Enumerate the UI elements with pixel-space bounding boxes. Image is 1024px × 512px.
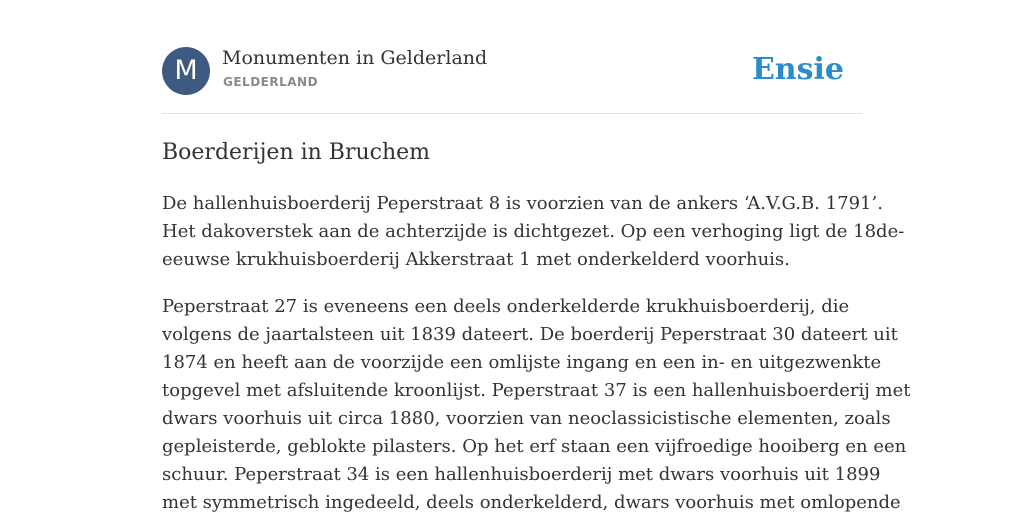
text-line: volgens de jaartalsteen uit 1839 dateert. De boerderij Peperstraat 30 dateert uit: [162, 324, 898, 345]
header-divider: [162, 113, 862, 114]
text-line: De hallenhuisboerderij Peperstraat 8 is voorzien van de ankers ‘A.V.G.B. 1791’.: [162, 193, 883, 214]
text-line: schuur. Peperstraat 34 is een hallenhuisboerderij met dwars voorhuis uit 1899: [162, 464, 881, 485]
text-line: eeuwse krukhuisboerderij Akkerstraat 1 met onderkelderd voorhuis.: [162, 249, 790, 270]
article-body: [162, 190, 911, 512]
text-line: 1874 en heeft aan de voorzijde een omlijste ingang en een in- en uitgezwenkte: [162, 352, 882, 373]
article-title: Boerderijen in Bruchem: [162, 140, 431, 165]
avatar[interactable]: M: [162, 47, 210, 95]
text-line: met symmetrisch ingedeeld, deels onderkelderd, dwars voorhuis met omlopende: [162, 492, 901, 512]
text-line: gepleisterde, geblokte pilasters. Op het erf staan een vijfroedige hooiberg en een: [162, 436, 907, 457]
text-line: Het dakoverstek aan de achterzijde is dichtgezet. Op een verhoging ligt de 18de-: [162, 221, 905, 242]
site-header: [162, 46, 862, 96]
text-line: topgevel met afsluitende kroonlijst. Peperstraat 37 is een hallenhuisboerderij met: [162, 380, 911, 401]
site-region-label[interactable]: GELDERLAND: [223, 75, 319, 89]
article-paragraph-1: [162, 190, 905, 274]
text-line: Peperstraat 27 is eveneens een deels onderkelderde krukhuisboerderij, die: [162, 296, 850, 317]
ensie-logo[interactable]: Ensie: [751, 52, 844, 87]
site-name-link[interactable]: Monumenten in Gelderland: [222, 47, 488, 69]
article-paragraph-2: [162, 293, 911, 512]
text-line: dwars voorhuis uit circa 1880, voorzien van neoclassicistische elementen, zoals: [162, 408, 891, 429]
